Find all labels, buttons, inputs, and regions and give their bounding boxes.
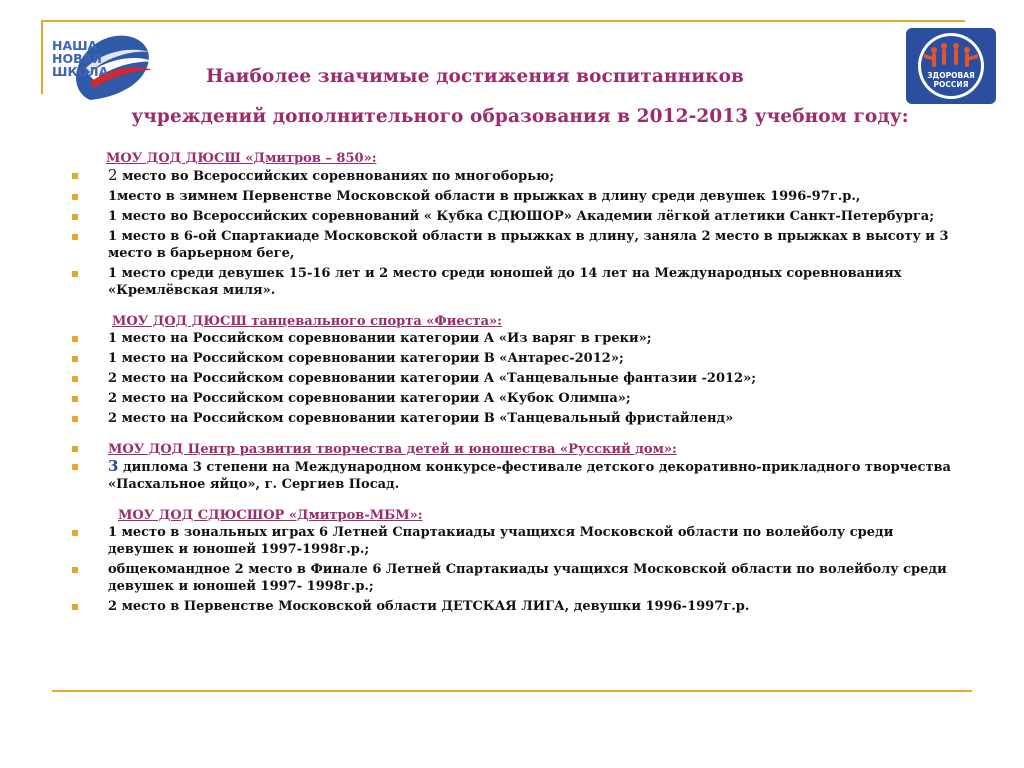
page-title-line-1: Наиболее значимые достижения воспитанников bbox=[206, 66, 744, 87]
bullet-icon bbox=[72, 446, 78, 452]
item-lead: 2 bbox=[108, 166, 118, 184]
list-item bbox=[72, 208, 962, 225]
zdorovaya-rossiya-logo bbox=[906, 28, 996, 104]
item-text: место во Всероссийских соревнованиях по многоборью; bbox=[117, 169, 555, 184]
bullet-icon bbox=[72, 464, 78, 470]
logo-left-line3: ШКОЛА bbox=[52, 64, 109, 79]
achievements-content bbox=[72, 150, 962, 629]
list-item bbox=[72, 370, 962, 387]
logo-right-line2: РОССИЯ bbox=[933, 80, 969, 89]
bullet-icon bbox=[72, 194, 78, 200]
bullet-icon bbox=[72, 234, 78, 240]
bullet-icon bbox=[72, 336, 78, 342]
bullet-icon bbox=[72, 271, 78, 277]
list-item bbox=[72, 228, 962, 262]
section-sdyusshor-dmitrov-mbm bbox=[72, 507, 962, 615]
achievements-list bbox=[72, 524, 962, 615]
item-text: 1 место в зональных играх 6 Летней Спартакиады учащихся Московской области по волейболу среди девушек и юношей 1997-1998г.р.; bbox=[108, 525, 894, 557]
section-heading bbox=[72, 441, 962, 458]
section-heading: МОУ ДОД ДЮСШ «Дмитров – 850»: bbox=[106, 151, 377, 166]
page-title-line-2: учреждений дополнительного образования в 2012-2013 учебном году: bbox=[131, 106, 909, 127]
list-item bbox=[72, 167, 962, 185]
section-heading-text: МОУ ДОД Центр развития творчества детей и юношества «Русский дом»: bbox=[108, 442, 677, 457]
section-heading: МОУ ДОД СДЮСШОР «Дмитров-МБМ»: bbox=[118, 508, 423, 523]
top-rule bbox=[41, 20, 965, 22]
bullet-icon bbox=[72, 396, 78, 402]
item-text: 1 место среди девушек 15-16 лет и 2 место среди юношей до 14 лет на Международных соревнованиях «Кремлёвская миля». bbox=[108, 266, 902, 298]
list-item bbox=[72, 598, 962, 615]
item-text: 1место в зимнем Первенстве Московской области в прыжках в длину среди девушек 1996-97г.р., bbox=[108, 189, 861, 204]
left-rule bbox=[41, 20, 43, 94]
bullet-icon bbox=[72, 604, 78, 610]
item-text: 1 место во Всероссийских соревнований « Кубка СДЮШОР» Академии лёгкой атлетики Санкт-Петербурга; bbox=[108, 209, 935, 224]
bullet-icon bbox=[72, 356, 78, 362]
section-dyussh-dmitrov-850 bbox=[72, 150, 962, 299]
item-text: 2 место на Российском соревновании категории А «Танцевальные фантазии -2012»; bbox=[108, 371, 757, 386]
item-lead: 3 bbox=[108, 457, 119, 475]
list-item bbox=[72, 561, 962, 595]
bottom-rule bbox=[52, 690, 972, 692]
list-item bbox=[72, 350, 962, 367]
item-text: 1 место в 6-ой Спартакиаде Московской области в прыжках в длину, заняла 2 место в прыжках в высоту и 3 место в барьерном беге, bbox=[108, 229, 949, 261]
item-text: диплома 3 степени на Международном конкурсе-фестивале детского декоративно-прикладного творчества «Пасхальное яйцо», г. Сергиев Посад. bbox=[108, 460, 951, 492]
achievements-list bbox=[72, 330, 962, 427]
item-text: 2 место в Первенстве Московской области ДЕТСКАЯ ЛИГА, девушки 1996-1997г.р. bbox=[108, 599, 750, 614]
item-text: 2 место на Российском соревновании категории А «Кубок Олимпа»; bbox=[108, 391, 631, 406]
list-item bbox=[72, 265, 962, 299]
list-item bbox=[72, 188, 962, 205]
achievements-list bbox=[72, 458, 962, 493]
item-text: 2 место на Российском соревновании категории В «Танцевальный фристайленд» bbox=[108, 411, 734, 426]
bullet-icon bbox=[72, 376, 78, 382]
list-item bbox=[72, 410, 962, 427]
section-dyussh-fiesta bbox=[72, 313, 962, 427]
section-russkiy-dom bbox=[72, 441, 962, 493]
achievements-list bbox=[72, 167, 962, 299]
list-item bbox=[72, 458, 962, 493]
item-text: 1 место на Российском соревновании категории А «Из варяг в греки»; bbox=[108, 331, 652, 346]
item-text: общекомандное 2 место в Финале 6 Летней Спартакиады учащихся Московской области по волейболу среди девушек и юношей 1997- 1998г.р.; bbox=[108, 562, 947, 594]
bullet-icon bbox=[72, 173, 78, 179]
logo-left-line1: НАША bbox=[52, 38, 98, 53]
list-item bbox=[72, 330, 962, 347]
list-item bbox=[72, 390, 962, 407]
bullet-icon bbox=[72, 567, 78, 573]
section-heading: МОУ ДОД ДЮСШ танцевального спорта «Фиеста»: bbox=[112, 314, 502, 329]
bullet-icon bbox=[72, 416, 78, 422]
bullet-icon bbox=[72, 530, 78, 536]
logo-right-line1: ЗДОРОВАЯ bbox=[927, 71, 975, 80]
item-text: 1 место на Российском соревновании категории В «Антарес-2012»; bbox=[108, 351, 624, 366]
list-item bbox=[72, 524, 962, 558]
logo-left-line2: НОВАЯ bbox=[52, 51, 102, 66]
bullet-icon bbox=[72, 214, 78, 220]
